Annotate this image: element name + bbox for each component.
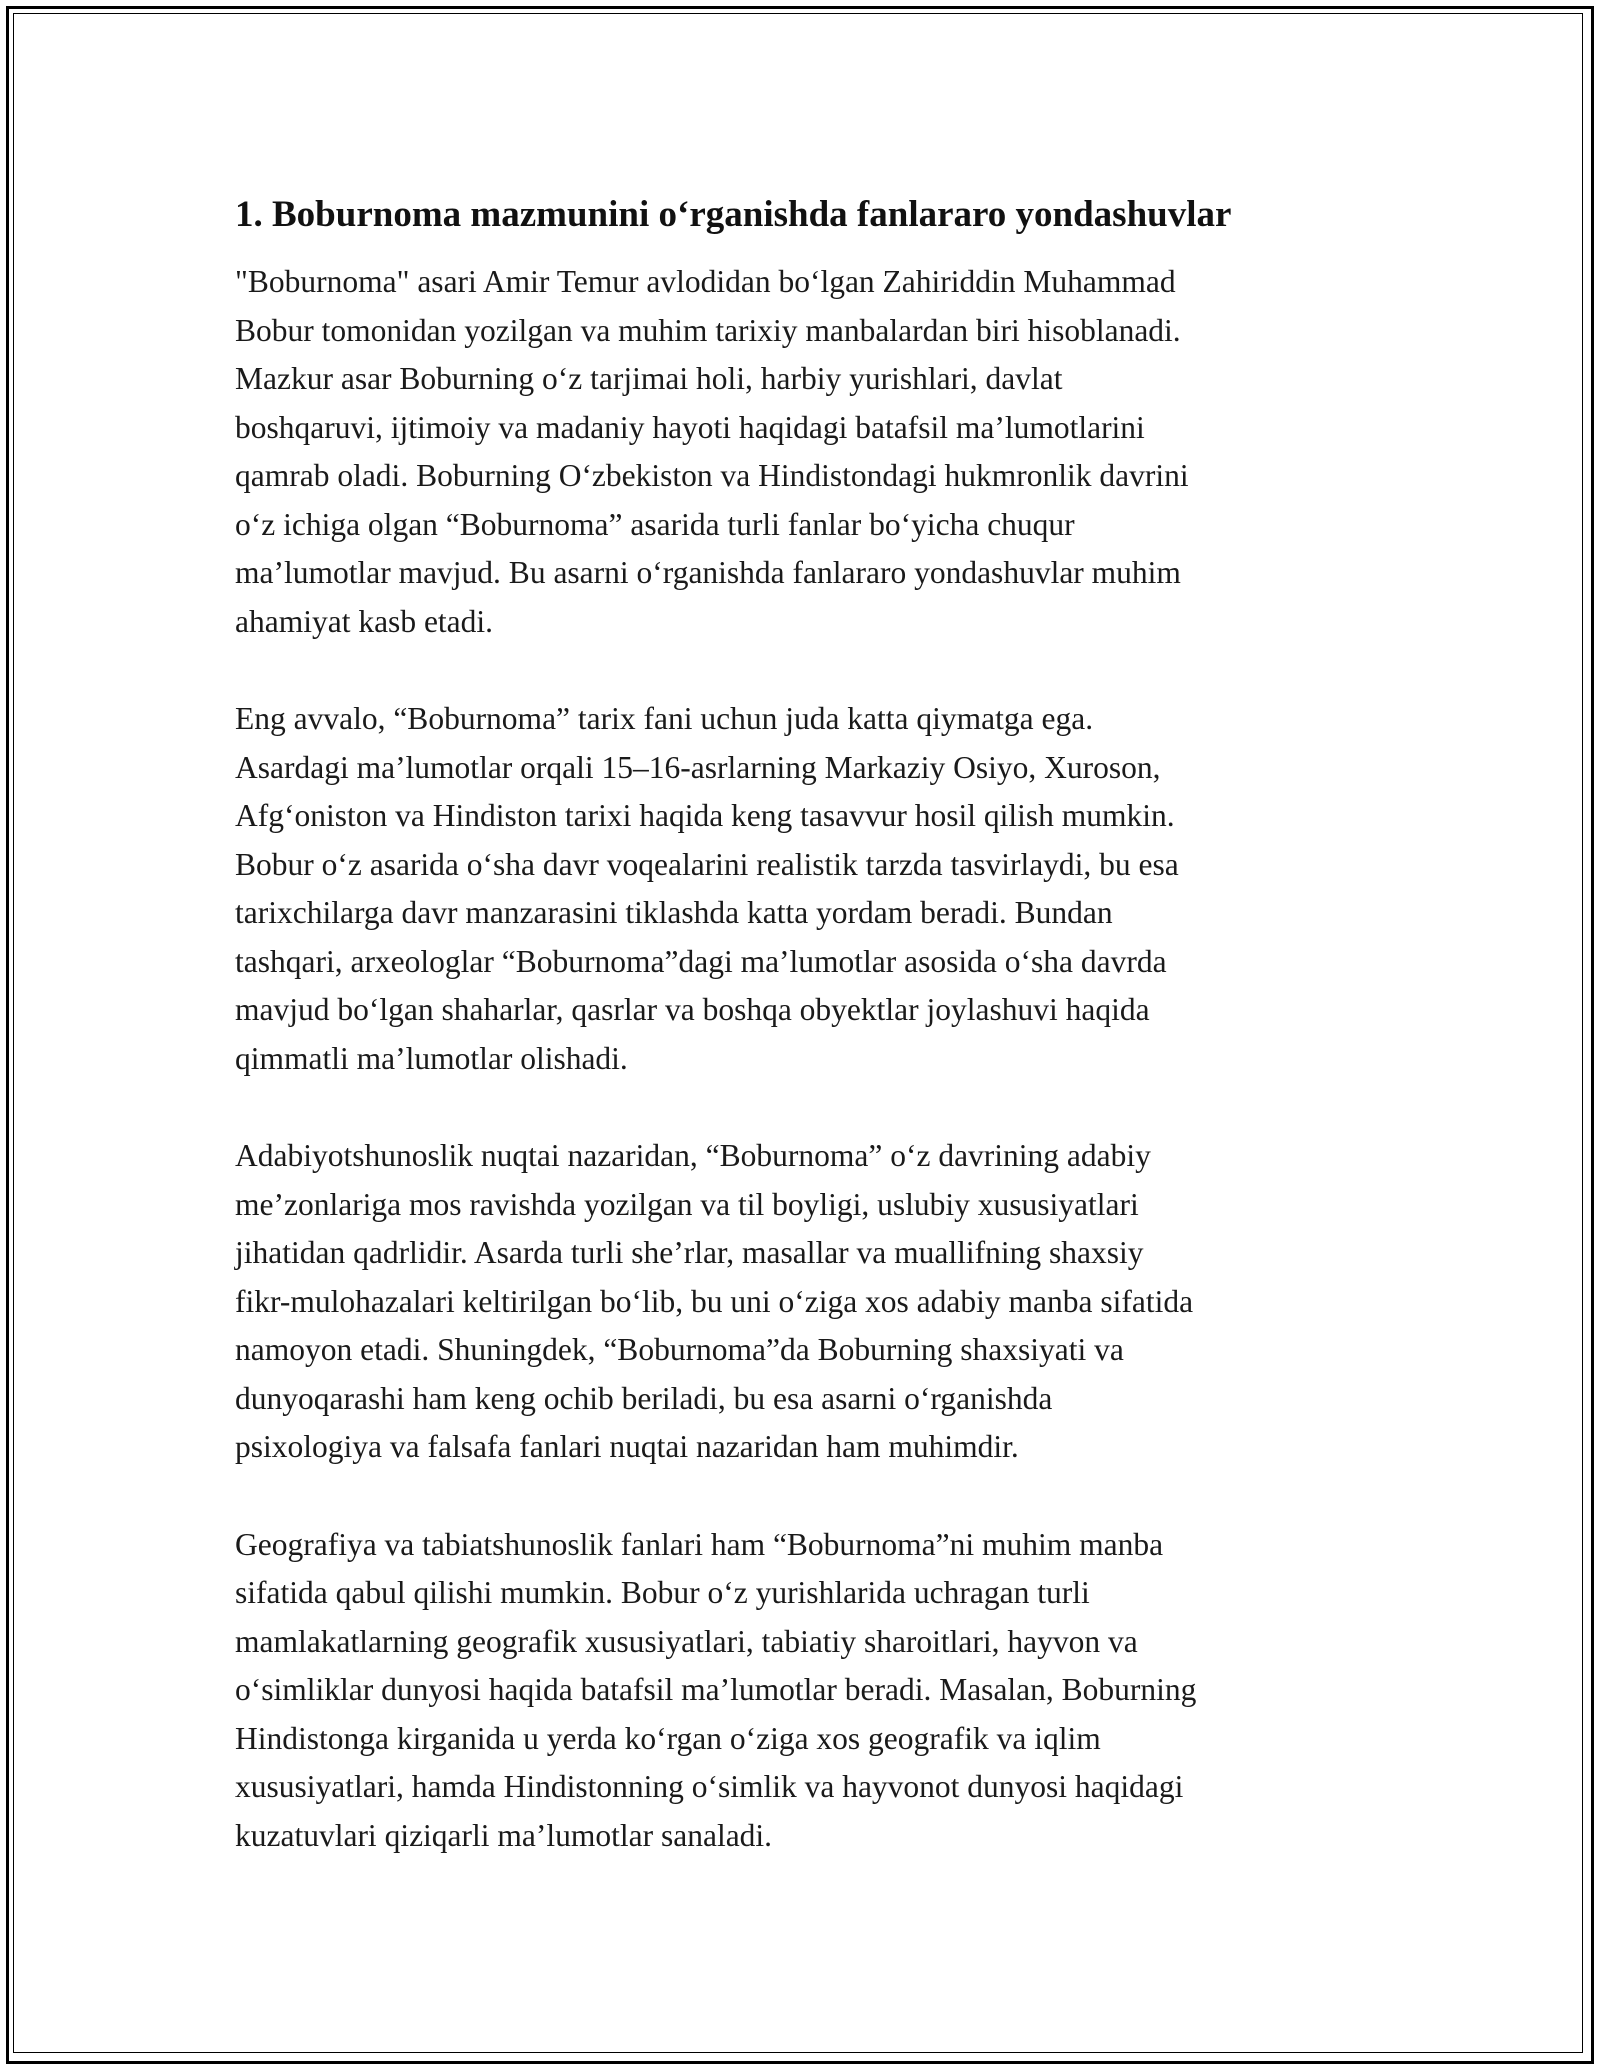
text-line: boshqaruvi, ijtimoiy va madaniy hayoti haqidagi batafsil ma’lumotlarini	[235, 409, 1145, 445]
text-line: xususiyatlari, hamda Hindistonning o‘simlik va hayvonot dunyosi haqidagi	[235, 1769, 1184, 1804]
paragraph-history	[235, 695, 1375, 1083]
text-line: Bobur tomonidan yozilgan va muhim tarixiy manbalardan biri hisoblanadi.	[235, 312, 1181, 348]
text-line: mamlakatlarning geografik xususiyatlari, tabiatiy sharoitlari, hayvon va	[235, 1623, 1138, 1659]
text-line: jihatidan qadrlidir. Asarda turli she’rlar, masallar va muallifning shaxsiy	[235, 1235, 1144, 1270]
text-line: fikr-mulohazalari keltirilgan bo‘lib, bu uni o‘ziga xos adabiy manba sifatida	[235, 1283, 1194, 1319]
text-line: qamrab oladi. Boburning O‘zbekiston va Hindistondagi hukmronlik davrini	[235, 458, 1189, 493]
text-line: sifatida qabul qilishi mumkin. Bobur o‘z yurishlarida uchragan turli	[235, 1575, 1090, 1610]
text-line: o‘simliklar dunyosi haqida batafsil ma’lumotlar beradi. Masalan, Boburning	[235, 1672, 1197, 1707]
text-line: Bobur o‘z asarida o‘sha davr voqealarini realistik tarzda tasvirlaydi, bu esa	[235, 846, 1179, 882]
text-line: namoyon etadi. Shuningdek, “Boburnoma”da Boburning shaxsiyati va	[235, 1332, 1124, 1367]
section-heading: 1. Boburnoma mazmunini o‘rganishda fanlararo yondashuvlar	[235, 194, 1232, 235]
text-line: me’zonlariga mos ravishda yozilgan va til boyligi, uslubiy xususiyatlari	[235, 1186, 1139, 1222]
text-line: Mazkur asar Boburning o‘z tarjimai holi, harbiy yurishlari, davlat	[235, 361, 1063, 396]
text-line: Adabiyotshunoslik nuqtai nazaridan, “Boburnoma” o‘z davrining adabiy	[235, 1138, 1151, 1173]
text-line: Geografiya va tabiatshunoslik fanlari ham “Boburnoma”ni muhim manba	[235, 1526, 1164, 1562]
text-line: ahamiyat kasb etadi.	[235, 603, 494, 639]
text-line: Afg‘oniston va Hindiston tarixi haqida keng tasavvur hosil qilish mumkin.	[235, 798, 1175, 833]
text-line: psixologiya va falsafa fanlari nuqtai nazaridan ham muhimdir.	[235, 1429, 1019, 1464]
text-line: "Boburnoma" asari Amir Temur avlodidan bo‘lgan Zahiriddin Muhammad	[235, 264, 1176, 299]
text-line: kuzatuvlari qiziqarli ma’lumotlar sanaladi.	[235, 1817, 773, 1853]
text-line: Eng avvalo, “Boburnoma” tarix fani uchun juda katta qiymatga ega.	[235, 701, 1094, 736]
paragraph-geography	[235, 1521, 1375, 1861]
paragraph-intro	[235, 258, 1375, 646]
text-line: qimmatli ma’lumotlar olishadi.	[235, 1040, 628, 1076]
text-line: tashqari, arxeologlar “Boburnoma”dagi ma’lumotlar asosida o‘sha davrda	[235, 943, 1167, 979]
text-line: tarixchilarga davr manzarasini tiklashda katta yordam beradi. Bundan	[235, 895, 1113, 930]
text-line: ma’lumotlar mavjud. Bu asarni o‘rganishda fanlararo yondashuvlar muhim	[235, 555, 1181, 590]
text-line: mavjud bo‘lgan shaharlar, qasrlar va boshqa obyektlar joylashuvi haqida	[235, 992, 1150, 1027]
text-line: Hindistonga kirganida u yerda ko‘rgan o‘ziga xos geografik va iqlim	[235, 1720, 1101, 1756]
document-body	[235, 190, 1375, 1909]
text-line: o‘z ichiga olgan “Boburnoma” asarida turli fanlar bo‘yicha chuqur	[235, 506, 1075, 542]
text-line: dunyoqarashi ham keng ochib beriladi, bu esa asarni o‘rganishda	[235, 1380, 1053, 1416]
paragraph-literature	[235, 1132, 1375, 1472]
text-line: Asardagi ma’lumotlar orqali 15–16-asrlarning Markaziy Osiyo, Xuroson,	[235, 749, 1161, 785]
